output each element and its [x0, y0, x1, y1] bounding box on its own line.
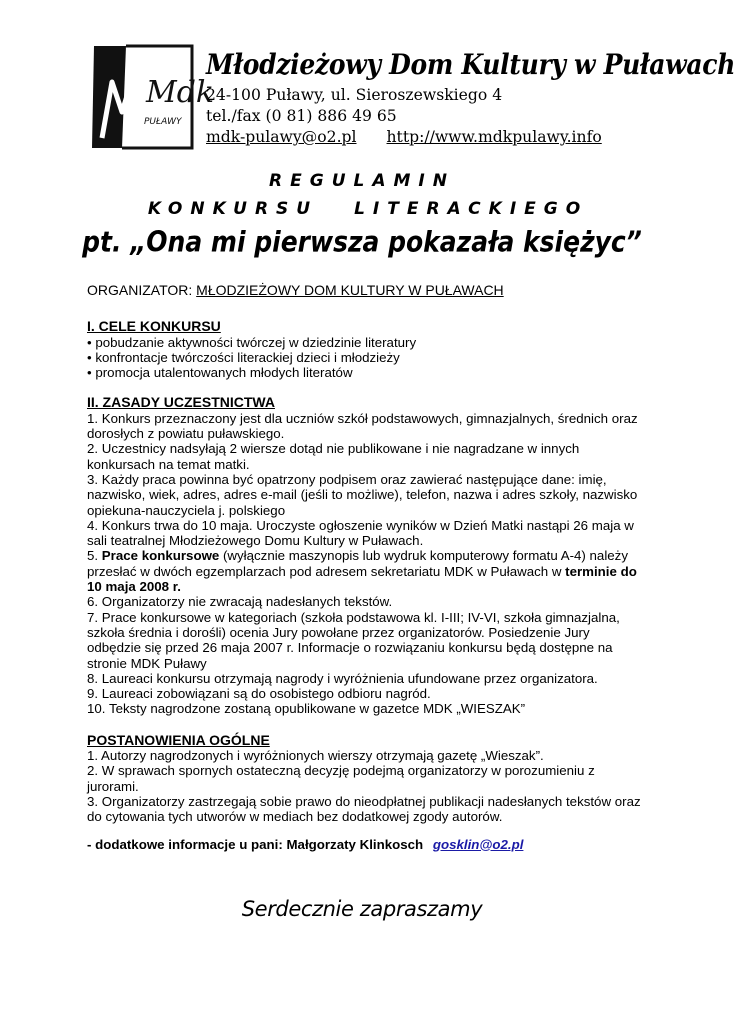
logo-text: Mdk — [146, 75, 215, 110]
letterhead — [88, 42, 735, 154]
document-body — [87, 283, 647, 852]
rule-5-bold: Prace konkursowe — [101, 548, 220, 564]
rule-4: 4. Konkurs trwa do 10 maja. Uroczyste ogłoszenie wyników w Dzień Matki nastąpi 26 maja w sali teatralnej Młodzieżowego Domu Kultury w Puławach. — [87, 517, 634, 549]
rule-1: 1. Konkurs przeznaczony jest dla uczniów szkół podstawowych, gimnazjalnych, średnich oraz dorosłych z powiatu puławskiego. — [87, 410, 638, 442]
title-contest-word1: KONKURSU — [147, 199, 319, 219]
list-item: • pobudzanie aktywności twórczej w dziedzinie literatury — [87, 334, 417, 350]
list-item: • promocja utalentowanych młodych literatów — [87, 365, 353, 381]
institution-name: Młodzieżowy Dom Kultury w Puławach — [206, 48, 735, 81]
contact-info — [87, 837, 647, 852]
address: 24-100 Puławy, ul. Sieroszewskiego 4 — [206, 86, 503, 104]
contact-text: - dodatkowe informacje u pani: Małgorzaty Klinkosch — [87, 836, 424, 852]
section-heading-goals: I. CELE KONKURSU — [87, 318, 221, 335]
rule-5-deadline: terminie do 10 maja 2008 r. — [87, 563, 637, 595]
title-contest — [6, 199, 730, 219]
rule-3: 3. Każdy praca powinna być opatrzony podpisem oraz zawierać następujące dane: imię, nazwisko, wiek, adres, adres e-mail (jeśli to możliwe), telefon, nazwa i adres szkoły, nazwisko opiekuna-nauczyciela j. polskiego — [87, 471, 638, 518]
phone: tel./fax (0 81) 886 49 65 — [206, 107, 397, 125]
general-2: 2. W sprawach spornych ostateczną decyzję podejmą organizatorzy w porozumieniu z jurorami. — [87, 763, 595, 794]
rule-2: 2. Uczestnicy nadsyłają 2 wiersze dotąd nie publikowane i nie nagradzane w innych konkursach na temat matki. — [87, 441, 580, 472]
contact-email-link[interactable]: gosklin@o2.pl — [432, 836, 524, 852]
organizer-line — [87, 283, 647, 298]
rule-6: 6. Organizatorzy nie zwracają nadesłanych tekstów. — [87, 594, 393, 610]
header-email-link[interactable]: mdk-pulawy@o2.pl — [206, 128, 357, 146]
website-link[interactable]: http://www.mdkpulawy.info — [386, 128, 602, 146]
list-item: • konfrontacje twórczości literackiej dzieci i młodzieży — [87, 349, 400, 365]
mdk-logo — [88, 42, 215, 152]
organizer-label: ORGANIZATOR: — [87, 282, 197, 298]
organizer-name: MŁODZIEŻOWY DOM KULTURY W PUŁAWACH — [196, 282, 504, 298]
rule-10: 10. Teksty nagrodzone zostaną opublikowane w gazetce MDK „WIESZAK” — [87, 701, 526, 717]
general-1: 1. Autorzy nagrodzonych i wyróżnionych wierszy otrzymają gazetę „Wieszak”. — [87, 748, 544, 764]
section-heading-general: POSTANOWIENIA OGÓLNE — [87, 731, 270, 748]
rule-5: 5. Prace konkursowe (wyłącznie maszynopis lub wydruk komputerowy formatu A-4) należy przesłać w dwóch egzemplarzach pod adresem sekretariatu MDK w Puławach w terminie do 10 maja 2008 r. — [87, 548, 637, 595]
rule-9: 9. Laureaci zobowiązani są do osobistego odbioru nagród. — [87, 686, 431, 702]
section-heading-rules: II. ZASADY UCZESTNICTWA — [87, 394, 275, 411]
title-contest-word2: LITERACKIEGO — [354, 199, 589, 219]
contest-theme-title: pt. „Ona mi pierwsza pokazała księżyc” — [82, 225, 642, 259]
general-3: 3. Organizatorzy zastrzegają sobie prawo do nieodpłatnej publikacji nadesłanych tekstów oraz do cytowania tych utworów w mediach bez dodatkowej zgody autorów. — [87, 793, 641, 825]
logo-subtext: PUŁAWY — [144, 117, 182, 127]
title-regulamin: REGULAMIN — [269, 171, 455, 191]
rule-8: 8. Laureaci konkursu otrzymają nagrody i wyróżnienia ufundowane przez organizatora. — [87, 670, 598, 686]
closing-invitation: Serdecznie zapraszamy — [241, 897, 483, 921]
rule-7: 7. Prace konkursowe w kategoriach (szkoła podstawowa kl. I-III; IV-VI, szkoła gimnazjalna, szkoła średnia i dorośli) ocenia Jury powołane przez organizatorów. Posiedzenie Jury odbędzie się przed 26 maja 2007 r. Informacje o rozwiązaniu konkursu będą dostępne na stronie MDK Puławy — [87, 609, 620, 671]
contact-line — [206, 128, 602, 146]
